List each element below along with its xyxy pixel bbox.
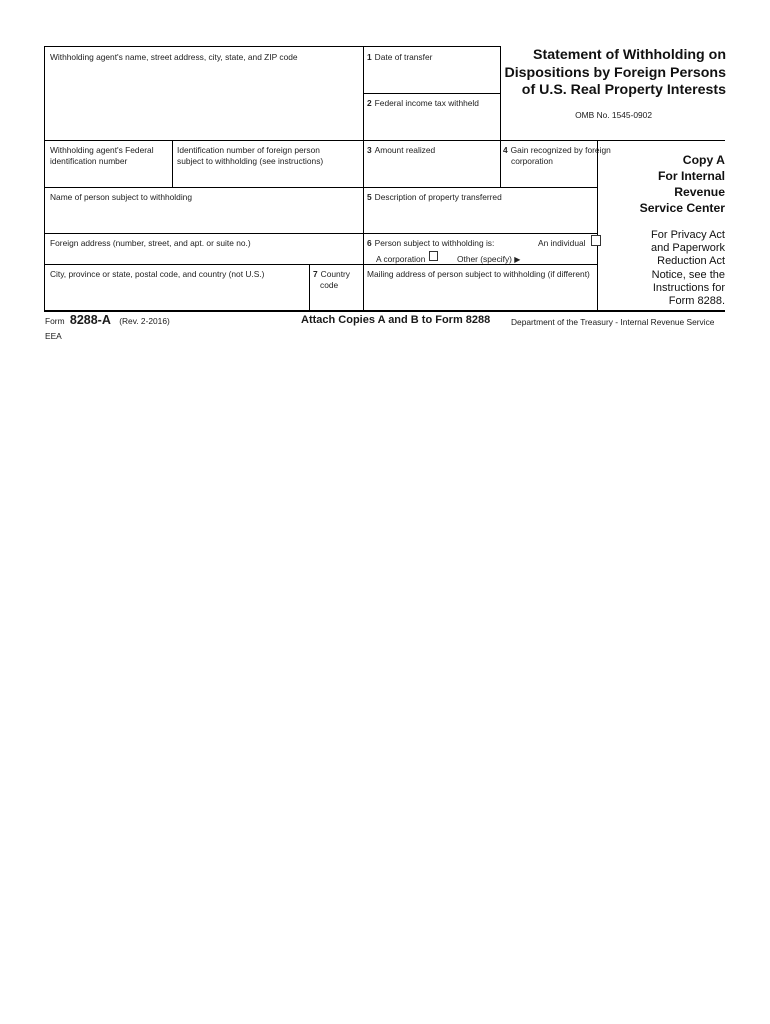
date-transfer-text: Date of transfer	[374, 52, 433, 62]
copy-a-heading	[600, 152, 725, 216]
agent-id-line-1: Withholding agent's Federal	[50, 145, 154, 155]
person-name-label: Name of person subject to withholding	[50, 192, 192, 202]
box-number: 3	[367, 145, 372, 155]
form-revision: (Rev. 2-2016)	[119, 316, 170, 326]
date-transfer-label	[367, 52, 432, 63]
eea-label: EEA	[45, 331, 62, 341]
desc-label	[367, 192, 502, 203]
rule-row-4	[44, 233, 597, 234]
box-number: 7	[313, 269, 318, 279]
person-type-text: Person subject to withholding is:	[374, 238, 495, 248]
divider-gain	[500, 140, 501, 187]
rule-under-line1	[363, 93, 500, 94]
left-border	[44, 46, 45, 311]
agent-id-label	[50, 145, 154, 166]
country-line-1: Country	[320, 269, 350, 279]
bottom-border	[44, 310, 725, 312]
person-type-label	[367, 238, 494, 249]
box-number: 5	[367, 192, 372, 202]
desc-text: Description of property transferred	[374, 192, 502, 202]
rule-row-2	[44, 140, 725, 141]
privacy-line-4: Notice, see the	[651, 268, 725, 281]
divider-country	[309, 264, 310, 311]
arrow-right-icon: ▶	[514, 255, 521, 264]
individual-label: An individual	[538, 238, 586, 248]
department-label: Department of the Treasury - Internal Revenue Service	[511, 317, 715, 327]
agent-id-line-2: identification number	[50, 155, 128, 166]
foreign-id-line-2: subject to withholding (see instructions)	[177, 155, 324, 166]
title-line-3: of U.S. Real Property Interests	[521, 82, 726, 98]
form-title	[500, 47, 726, 100]
fed-tax-label	[367, 98, 479, 109]
agent-address-label: Withholding agent's name, street address, city, state, and ZIP code	[50, 52, 298, 62]
other-text: Other (specify)	[457, 254, 512, 264]
gain-line-2: corporation	[511, 155, 553, 166]
privacy-line-2: and Paperwork	[651, 242, 725, 255]
other-label	[457, 254, 520, 266]
form-word: Form	[45, 316, 65, 326]
copy-line-4: Service Center	[639, 201, 725, 215]
privacy-line-3: Reduction Act	[657, 255, 725, 268]
foreign-id-label	[177, 145, 323, 166]
amount-label	[367, 145, 435, 156]
country-label	[313, 269, 350, 290]
fed-tax-text: Federal income tax withheld	[374, 98, 479, 108]
privacy-line-6: Form 8288.	[668, 295, 725, 308]
privacy-line-5: Instructions for	[652, 281, 725, 294]
top-border	[44, 46, 500, 47]
title-line-1: Statement of Withholding on	[533, 47, 726, 63]
title-line-2: Dispositions by Foreign Persons	[504, 64, 726, 81]
divider-main	[363, 46, 364, 311]
box-number: 1	[367, 52, 372, 62]
copy-line-2: For Internal	[657, 169, 725, 183]
gain-label	[503, 145, 611, 166]
gain-line-1: Gain recognized by foreign	[510, 145, 611, 155]
corporation-label: A corporation	[376, 254, 426, 264]
city-label: City, province or state, postal code, and country (not U.S.)	[50, 269, 265, 279]
form-id	[45, 313, 170, 327]
copy-line-1: Copy A	[682, 153, 725, 167]
amount-text: Amount realized	[374, 145, 436, 155]
box-number: 4	[503, 145, 508, 155]
form-number: 8288-A	[69, 313, 111, 327]
copy-line-3: Revenue	[674, 185, 725, 199]
foreign-id-line-1: Identification number of foreign person	[177, 145, 320, 155]
box-number: 2	[367, 98, 372, 108]
attach-instruction: Attach Copies A and B to Form 8288	[301, 314, 491, 326]
divider-agent-id	[172, 140, 173, 187]
privacy-line-1: For Privacy Act	[651, 229, 725, 241]
privacy-notice	[600, 229, 725, 308]
foreign-address-label: Foreign address (number, street, and apt. or suite no.)	[50, 238, 251, 248]
corporation-checkbox[interactable]	[429, 251, 438, 261]
mailing-label: Mailing address of person subject to withholding (if different)	[367, 269, 590, 279]
country-line-2: code	[320, 279, 339, 290]
rule-row-3	[44, 187, 597, 188]
omb-number: OMB No. 1545-0902	[575, 110, 652, 120]
box-number: 6	[367, 238, 372, 248]
